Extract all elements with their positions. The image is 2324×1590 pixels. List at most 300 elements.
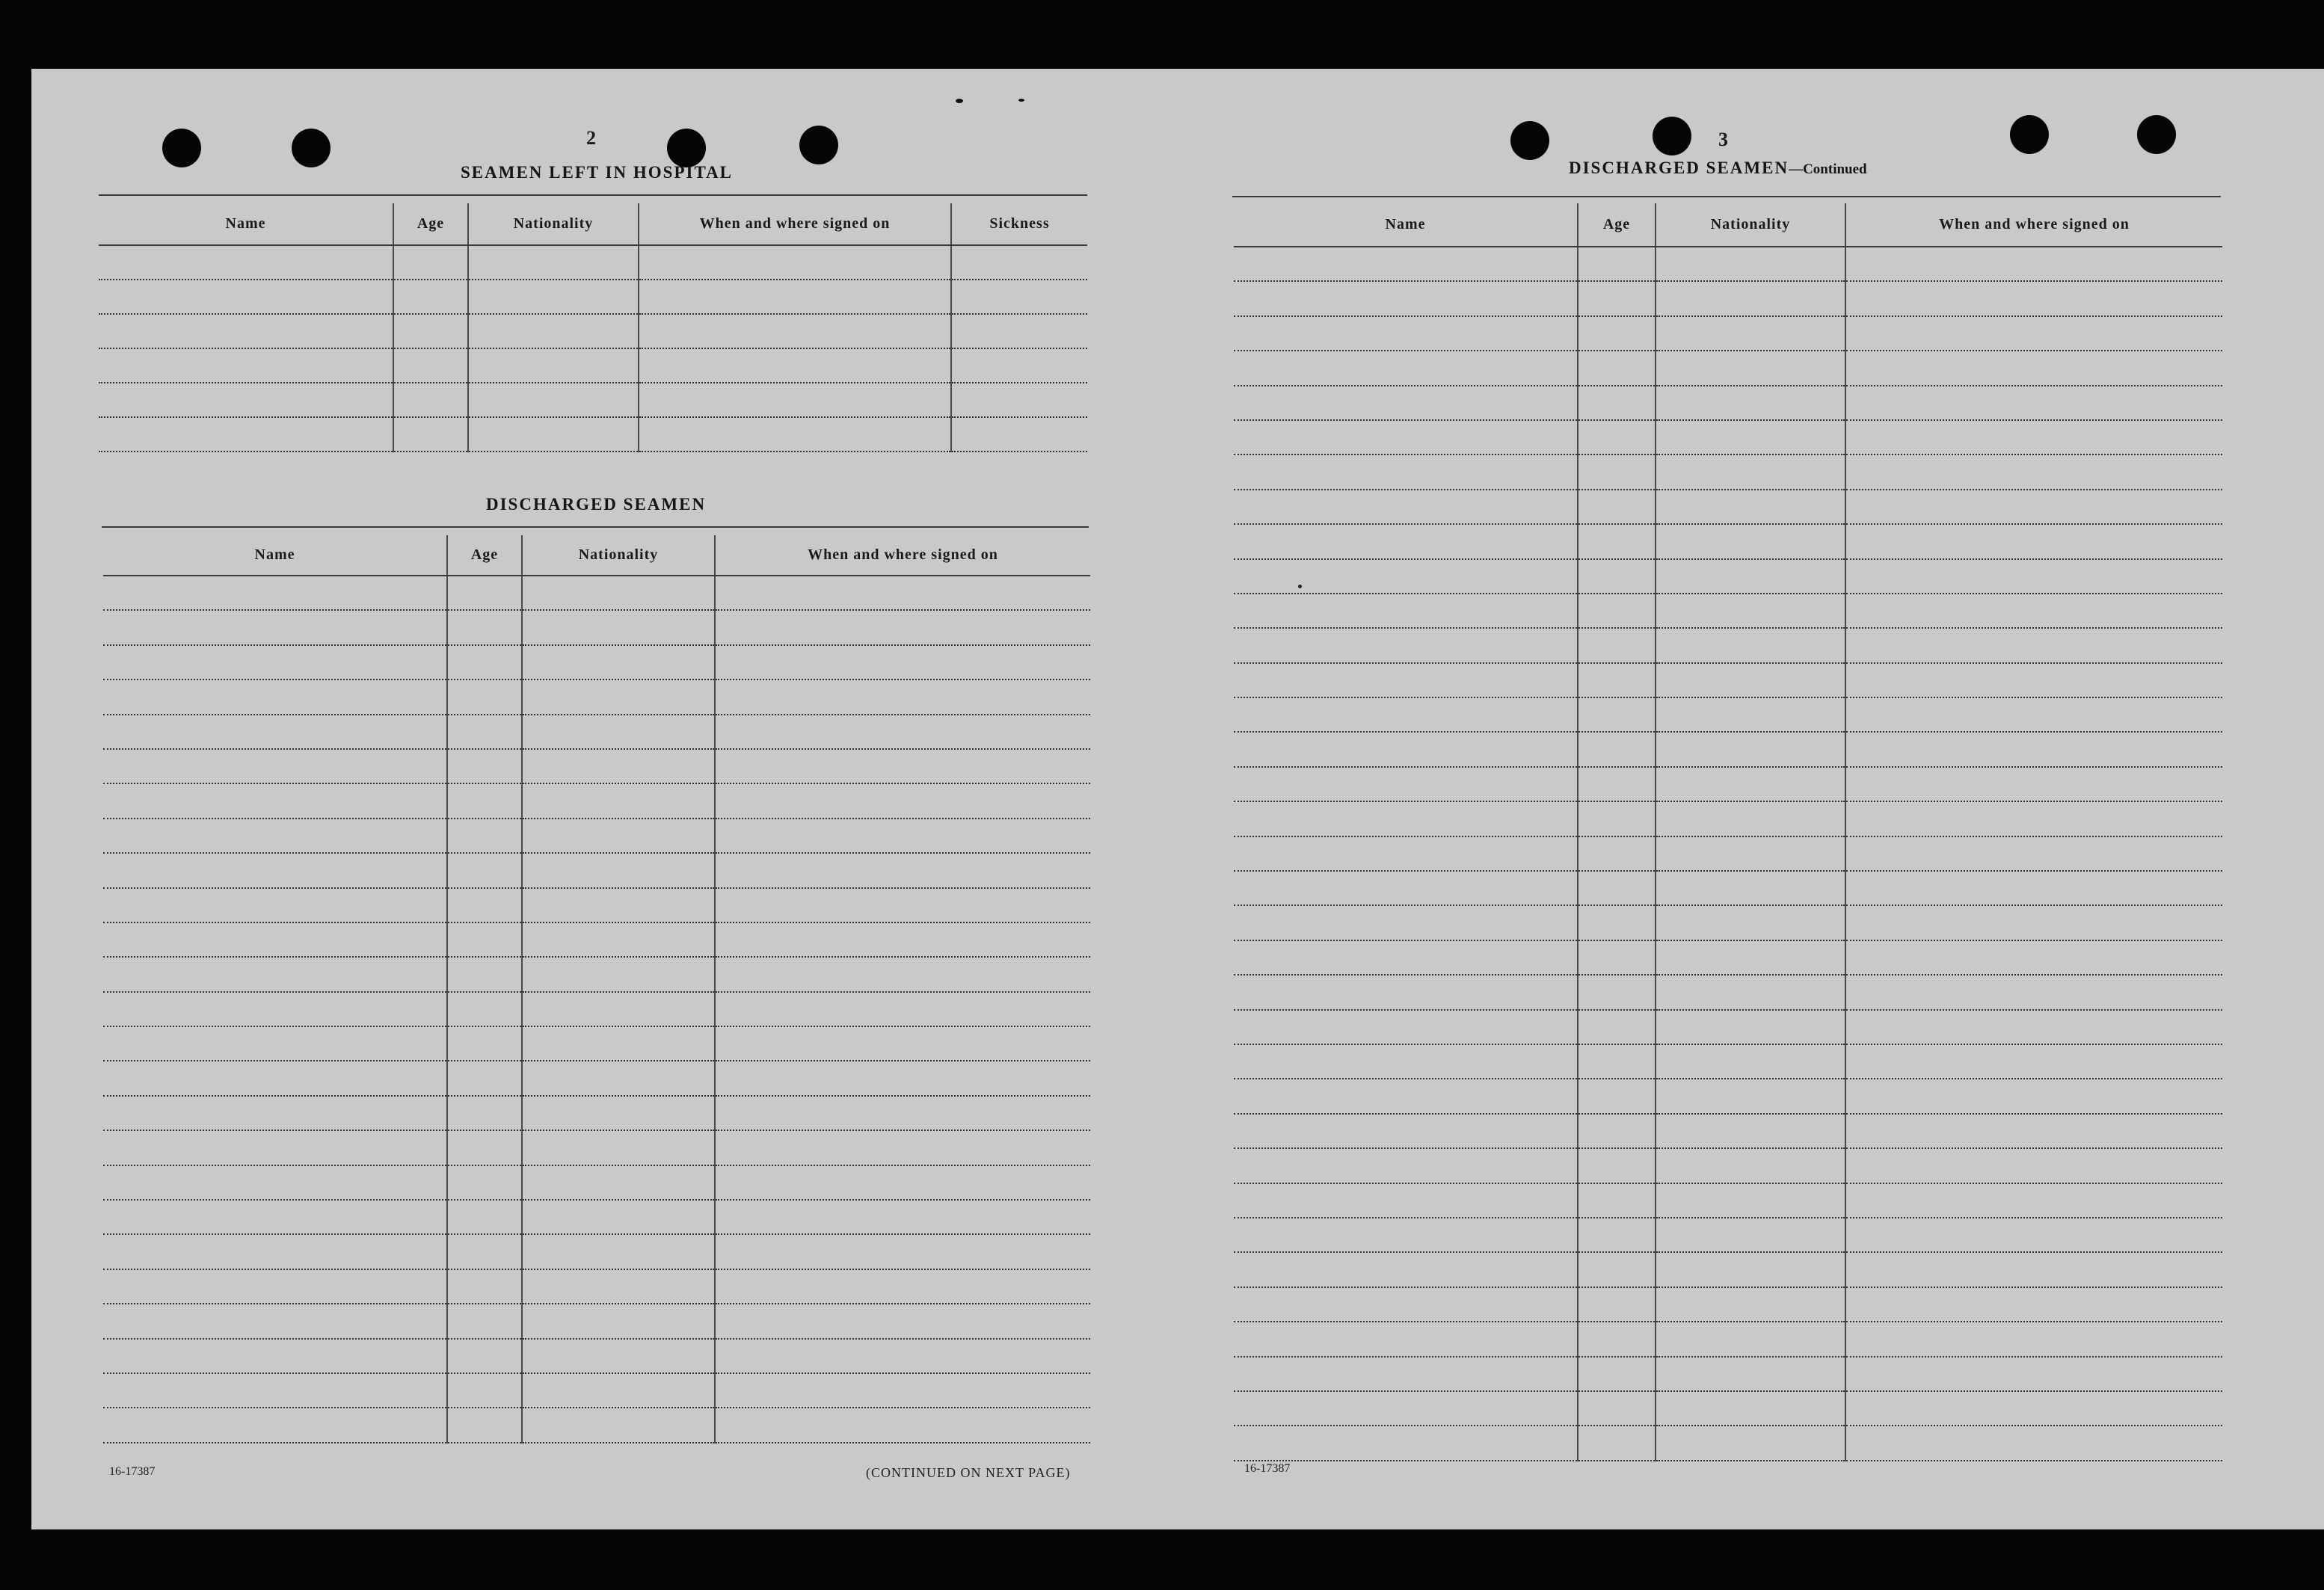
table-cell — [522, 783, 715, 818]
table-cell — [99, 417, 393, 452]
table-cell — [951, 417, 1087, 452]
table-cell — [522, 957, 715, 991]
table-cell — [715, 680, 1090, 714]
table-cell — [522, 715, 715, 749]
table-cell — [715, 992, 1090, 1026]
table-cell — [715, 1269, 1090, 1304]
table-cell — [1845, 247, 2222, 281]
table-cell — [522, 645, 715, 680]
table-cell — [1656, 1148, 1845, 1183]
table-row — [99, 348, 1087, 383]
column-header-nationality: Nationality — [1656, 203, 1845, 247]
table-cell — [447, 1096, 522, 1130]
table-cell — [468, 314, 639, 348]
table-cell — [103, 1130, 447, 1165]
table-cell — [1656, 281, 1845, 315]
table-row — [103, 1026, 1090, 1061]
section-title-suffix: —Continued — [1789, 161, 1867, 177]
table-cell — [1234, 247, 1578, 281]
table-cell — [1578, 316, 1656, 351]
section-rule — [1232, 196, 2221, 197]
table-cell — [99, 383, 393, 417]
table-cell — [522, 853, 715, 887]
table-row — [1234, 801, 2222, 836]
table-row — [1234, 281, 2222, 315]
table-row — [1234, 1287, 2222, 1322]
table-cell — [447, 645, 522, 680]
table-cell — [1234, 524, 1578, 558]
table-cell — [447, 1200, 522, 1234]
table-cell — [103, 922, 447, 957]
table-cell — [468, 417, 639, 452]
table-row — [1234, 559, 2222, 594]
table-cell — [1234, 281, 1578, 315]
table-cell — [1656, 247, 1845, 281]
table-cell — [447, 783, 522, 818]
table-cell — [639, 280, 951, 314]
table-row — [1234, 1148, 2222, 1183]
paper-speck — [956, 99, 963, 103]
table-row — [1234, 628, 2222, 662]
table-cell — [393, 245, 468, 280]
table-cell — [522, 1408, 715, 1442]
table-row — [1234, 871, 2222, 905]
table-cell — [951, 280, 1087, 314]
table-cell — [1234, 836, 1578, 871]
table-cell — [447, 1269, 522, 1304]
table-cell — [1845, 1287, 2222, 1322]
table-cell — [103, 992, 447, 1026]
table-cell — [1845, 351, 2222, 385]
table-row — [103, 922, 1090, 957]
table-cell — [1656, 1287, 1845, 1322]
table-cell — [1234, 1183, 1578, 1218]
table-cell — [1234, 1010, 1578, 1044]
table-cell — [1578, 836, 1656, 871]
table-row — [1234, 1426, 2222, 1460]
table-cell — [715, 1408, 1090, 1442]
table-header-row — [103, 535, 1090, 576]
table-row — [103, 576, 1090, 610]
punch-hole — [292, 129, 331, 167]
table-cell — [393, 383, 468, 417]
ledger-sheet — [31, 69, 2324, 1529]
table-cell — [447, 1061, 522, 1095]
table-cell — [1578, 524, 1656, 558]
table-row — [99, 245, 1087, 280]
table-cell — [1656, 386, 1845, 420]
table-cell — [522, 1096, 715, 1130]
table-row — [103, 610, 1090, 644]
table-cell — [1845, 1183, 2222, 1218]
table-row — [1234, 247, 2222, 281]
table-cell — [1578, 1391, 1656, 1426]
table-cell — [1656, 1010, 1845, 1044]
table-cell — [103, 749, 447, 783]
table-cell — [715, 888, 1090, 922]
table-cell — [522, 1339, 715, 1373]
table-row — [1234, 663, 2222, 697]
table-row — [1234, 1183, 2222, 1218]
table-cell — [447, 715, 522, 749]
table-row — [1234, 940, 2222, 975]
table-cell — [1578, 1357, 1656, 1391]
table-cell — [1578, 628, 1656, 662]
table-cell — [1578, 490, 1656, 524]
table-row — [103, 819, 1090, 853]
table-cell — [1845, 801, 2222, 836]
table-cell — [103, 610, 447, 644]
table-cell — [639, 314, 951, 348]
table-cell — [1234, 975, 1578, 1009]
table-cell — [1845, 1148, 2222, 1183]
table-cell — [447, 1130, 522, 1165]
table-cell — [715, 1165, 1090, 1200]
table-cell — [393, 314, 468, 348]
table-row — [103, 957, 1090, 991]
table-cell — [1234, 905, 1578, 940]
table-cell — [522, 888, 715, 922]
column-header-signed-on: When and where signed on — [1845, 203, 2222, 247]
table-cell — [103, 1096, 447, 1130]
table-row — [103, 992, 1090, 1026]
table-cell — [522, 1200, 715, 1234]
table-cell — [447, 992, 522, 1026]
table-cell — [393, 280, 468, 314]
punch-hole — [1510, 121, 1549, 160]
table-cell — [715, 1061, 1090, 1095]
table-cell — [1656, 594, 1845, 628]
table-cell — [447, 1373, 522, 1408]
table-cell — [1578, 801, 1656, 836]
table-cell — [715, 783, 1090, 818]
table-cell — [1845, 1252, 2222, 1287]
table-cell — [522, 749, 715, 783]
table-cell — [1845, 1357, 2222, 1391]
table-cell — [1656, 732, 1845, 766]
table-cell — [522, 1234, 715, 1269]
table-cell — [447, 853, 522, 887]
table-cell — [1845, 594, 2222, 628]
table-cell — [522, 1165, 715, 1200]
table-cell — [447, 888, 522, 922]
table-cell — [1656, 767, 1845, 801]
table-row — [103, 1408, 1090, 1442]
table-cell — [1656, 1044, 1845, 1079]
table-row — [103, 853, 1090, 887]
table-cell — [1578, 1322, 1656, 1356]
table-row — [99, 417, 1087, 452]
table-row — [103, 1061, 1090, 1095]
table-cell — [1578, 697, 1656, 732]
table-cell — [1656, 1114, 1845, 1148]
table-cell — [715, 853, 1090, 887]
table-cell — [1845, 975, 2222, 1009]
table-row — [1234, 351, 2222, 385]
punch-hole — [667, 129, 706, 167]
table-cell — [447, 922, 522, 957]
table-row — [1234, 594, 2222, 628]
punch-hole — [2137, 115, 2176, 154]
column-header-age: Age — [393, 203, 468, 245]
table-row — [1234, 1044, 2222, 1079]
table-row — [103, 680, 1090, 714]
table-cell — [1578, 1287, 1656, 1322]
table-row — [103, 1200, 1090, 1234]
table-cell — [103, 819, 447, 853]
table-cell — [1578, 420, 1656, 454]
table-cell — [1578, 351, 1656, 385]
table-cell — [1845, 1426, 2222, 1460]
table-cell — [1234, 1148, 1578, 1183]
table-cell — [1656, 1252, 1845, 1287]
section-rule — [102, 526, 1089, 528]
table-row — [1234, 905, 2222, 940]
table-cell — [1234, 316, 1578, 351]
table-row — [103, 1269, 1090, 1304]
table-cell — [1578, 732, 1656, 766]
table-cell — [1234, 767, 1578, 801]
table-cell — [1845, 628, 2222, 662]
table-cell — [468, 383, 639, 417]
table-cell — [639, 383, 951, 417]
table-cell — [447, 680, 522, 714]
table-row — [99, 383, 1087, 417]
table-cell — [522, 1130, 715, 1165]
table-cell — [103, 645, 447, 680]
table-cell — [522, 1304, 715, 1338]
punch-hole — [799, 126, 838, 164]
section-title-text: DISCHARGED SEAMEN — [1569, 158, 1789, 177]
table-header-row — [99, 203, 1087, 245]
table-cell — [1578, 1148, 1656, 1183]
table-cell — [447, 610, 522, 644]
discharged-table-continued — [1234, 203, 2222, 1461]
column-header-signed-on: When and where signed on — [639, 203, 951, 245]
table-cell — [715, 1304, 1090, 1338]
table-cell — [1845, 524, 2222, 558]
table-cell — [1234, 1044, 1578, 1079]
table-cell — [1234, 871, 1578, 905]
table-row — [103, 783, 1090, 818]
table-cell — [715, 1373, 1090, 1408]
table-cell — [1845, 316, 2222, 351]
column-header-nationality: Nationality — [522, 535, 715, 576]
table-cell — [1234, 1322, 1578, 1356]
table-cell — [1845, 871, 2222, 905]
paper-speck — [1018, 99, 1024, 102]
table-cell — [1656, 559, 1845, 594]
table-cell — [103, 1339, 447, 1373]
table-cell — [1234, 490, 1578, 524]
table-row — [1234, 767, 2222, 801]
punch-hole — [1653, 117, 1691, 155]
table-row — [103, 1130, 1090, 1165]
table-cell — [1656, 905, 1845, 940]
table-cell — [715, 1130, 1090, 1165]
table-row — [1234, 1079, 2222, 1113]
table-cell — [103, 1061, 447, 1095]
table-cell — [1656, 697, 1845, 732]
table-cell — [468, 280, 639, 314]
table-cell — [447, 1026, 522, 1061]
column-header-name: Name — [103, 535, 447, 576]
table-cell — [715, 1200, 1090, 1234]
table-cell — [1656, 628, 1845, 662]
page-number: 2 — [586, 127, 596, 149]
table-cell — [1845, 420, 2222, 454]
table-cell — [715, 957, 1090, 991]
table-cell — [951, 348, 1087, 383]
table-row — [1234, 524, 2222, 558]
table-cell — [103, 1165, 447, 1200]
table-cell — [447, 1304, 522, 1338]
form-number: 16-17387 — [1244, 1462, 1291, 1475]
table-cell — [1845, 1114, 2222, 1148]
table-row — [103, 1373, 1090, 1408]
table-row — [103, 715, 1090, 749]
section-title-discharged: DISCHARGED SEAMEN — [486, 495, 707, 514]
table-cell — [1656, 420, 1845, 454]
table-cell — [1656, 836, 1845, 871]
table-cell — [1234, 732, 1578, 766]
table-cell — [1656, 1322, 1845, 1356]
form-number: 16-17387 — [109, 1465, 156, 1478]
table-cell — [1578, 1218, 1656, 1252]
table-cell — [103, 783, 447, 818]
table-row — [1234, 1218, 2222, 1252]
table-cell — [951, 383, 1087, 417]
table-row — [103, 888, 1090, 922]
table-cell — [1656, 663, 1845, 697]
table-cell — [447, 576, 522, 610]
column-header-name: Name — [99, 203, 393, 245]
table-row — [1234, 1010, 2222, 1044]
table-cell — [1845, 559, 2222, 594]
table-cell — [715, 1234, 1090, 1269]
table-cell — [1234, 1391, 1578, 1426]
table-cell — [1845, 386, 2222, 420]
table-cell — [1656, 1391, 1845, 1426]
table-row — [99, 280, 1087, 314]
table-row — [103, 1304, 1090, 1338]
table-cell — [1578, 975, 1656, 1009]
table-cell — [1234, 628, 1578, 662]
page-number: 3 — [1718, 129, 1728, 150]
table-row — [1234, 836, 2222, 871]
table-cell — [715, 576, 1090, 610]
continued-note: (CONTINUED ON NEXT PAGE) — [866, 1465, 1071, 1480]
table-cell — [99, 314, 393, 348]
table-cell — [1578, 663, 1656, 697]
table-cell — [1234, 386, 1578, 420]
table-row — [103, 1165, 1090, 1200]
punch-hole — [2010, 115, 2049, 154]
table-cell — [1845, 490, 2222, 524]
table-row — [99, 314, 1087, 348]
table-cell — [103, 1408, 447, 1442]
table-cell — [1578, 559, 1656, 594]
table-cell — [447, 1234, 522, 1269]
table-cell — [103, 1304, 447, 1338]
table-cell — [103, 888, 447, 922]
table-cell — [447, 749, 522, 783]
table-cell — [639, 417, 951, 452]
table-cell — [447, 1339, 522, 1373]
table-row — [1234, 316, 2222, 351]
table-cell — [1578, 386, 1656, 420]
table-cell — [1234, 1252, 1578, 1287]
table-cell — [99, 280, 393, 314]
table-cell — [715, 749, 1090, 783]
column-header-nationality: Nationality — [468, 203, 639, 245]
table-cell — [103, 576, 447, 610]
section-title-hospital: SEAMEN LEFT IN HOSPITAL — [461, 163, 734, 182]
table-cell — [1656, 871, 1845, 905]
table-cell — [639, 245, 951, 280]
section-title-discharged-continued — [1569, 158, 1867, 178]
table-cell — [1234, 454, 1578, 489]
table-row — [103, 1339, 1090, 1373]
table-cell — [522, 1269, 715, 1304]
table-cell — [522, 1026, 715, 1061]
table-row — [1234, 386, 2222, 420]
table-row — [1234, 1391, 2222, 1426]
column-header-sickness: Sickness — [951, 203, 1087, 245]
table-cell — [715, 1026, 1090, 1061]
table-cell — [1656, 316, 1845, 351]
table-cell — [715, 715, 1090, 749]
table-row — [1234, 697, 2222, 732]
table-cell — [1845, 1218, 2222, 1252]
table-cell — [522, 610, 715, 644]
table-cell — [393, 348, 468, 383]
table-cell — [1578, 454, 1656, 489]
table-cell — [1656, 801, 1845, 836]
column-header-name: Name — [1234, 203, 1578, 247]
table-cell — [103, 1026, 447, 1061]
table-row — [103, 749, 1090, 783]
table-cell — [1845, 1010, 2222, 1044]
table-cell — [1656, 1357, 1845, 1391]
table-cell — [103, 957, 447, 991]
table-cell — [1845, 697, 2222, 732]
table-cell — [1234, 1357, 1578, 1391]
hospital-table — [99, 203, 1087, 452]
table-cell — [715, 1096, 1090, 1130]
table-cell — [1845, 767, 2222, 801]
table-row — [103, 1096, 1090, 1130]
table-cell — [1234, 697, 1578, 732]
table-row — [1234, 1357, 2222, 1391]
table-cell — [1234, 1079, 1578, 1113]
discharged-table — [103, 535, 1090, 1443]
table-row — [1234, 420, 2222, 454]
table-row — [1234, 490, 2222, 524]
table-cell — [1234, 1287, 1578, 1322]
table-cell — [715, 1339, 1090, 1373]
table-cell — [951, 245, 1087, 280]
table-cell — [1845, 940, 2222, 975]
table-row — [1234, 1114, 2222, 1148]
table-header-row — [1234, 203, 2222, 247]
table-cell — [1845, 1322, 2222, 1356]
table-cell — [103, 1200, 447, 1234]
table-cell — [522, 1373, 715, 1408]
table-cell — [447, 819, 522, 853]
table-cell — [1578, 871, 1656, 905]
punch-hole — [162, 129, 201, 167]
